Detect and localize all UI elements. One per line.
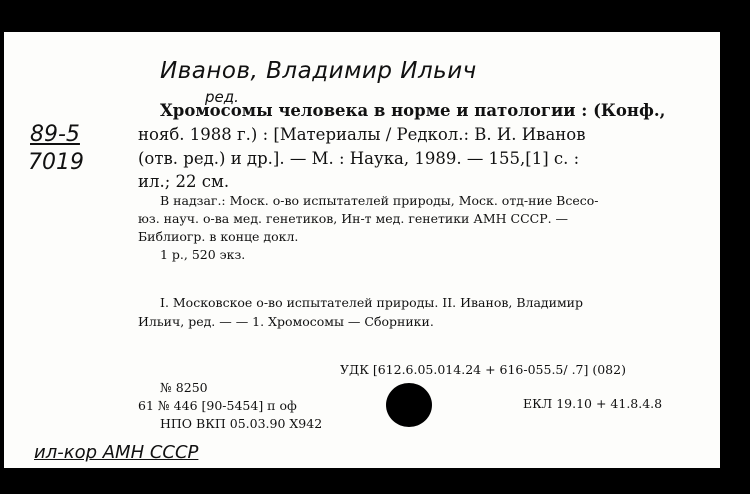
title-line-1: Хромосомы человека в норме и патологии : (Конф., bbox=[160, 101, 666, 120]
price-line: 1 р., 520 экз. bbox=[160, 247, 246, 262]
note-line-1: В надзаг.: Моск. о-во испытателей природы, Моск. отд-ние Всесо- bbox=[160, 193, 599, 208]
note-line-3: Библиогр. в конце докл. bbox=[138, 229, 299, 244]
ink-blot bbox=[386, 383, 432, 427]
number-line: № 8250 bbox=[160, 380, 208, 395]
order-line: 61 № 446 [90-5454] п оф bbox=[138, 398, 297, 413]
ekl-line: ЕКЛ 19.10 + 41.8.4.8 bbox=[523, 396, 663, 411]
handwritten-author: Иванов, Владимир Ильич bbox=[160, 58, 477, 84]
udk-line: УДК [612.6.05.014.24 + 616-055.5/ .7] (082) bbox=[340, 362, 626, 377]
subjects-line-2: Ильич, ред. — — 1. Хромосомы — Сборники. bbox=[138, 314, 434, 329]
handwritten-red: ред. bbox=[205, 88, 239, 106]
handwritten-footer: ил-кор АМН СССР bbox=[34, 442, 199, 463]
npo-line: НПО ВКП 05.03.90 Х942 bbox=[160, 416, 323, 431]
subjects-line-1: I. Московское о-во испытателей природы. II. Иванов, Владимир bbox=[160, 295, 584, 310]
title-line-3: (отв. ред.) и др.]. — М. : Наука, 1989. — 155,[1] с. : bbox=[138, 149, 580, 168]
title-line-4: ил.; 22 см. bbox=[138, 172, 230, 191]
handwritten-shelf-bottom: 7019 bbox=[28, 150, 84, 175]
handwritten-shelf-top: 89-5 bbox=[30, 122, 80, 147]
title-line-2: нояб. 1988 г.) : [Материалы / Редкол.: В. И. Иванов bbox=[138, 125, 586, 144]
note-line-2: юз. науч. о-ва мед. генетиков, Ин-т мед. генетики АМН СССР. — bbox=[138, 211, 569, 226]
